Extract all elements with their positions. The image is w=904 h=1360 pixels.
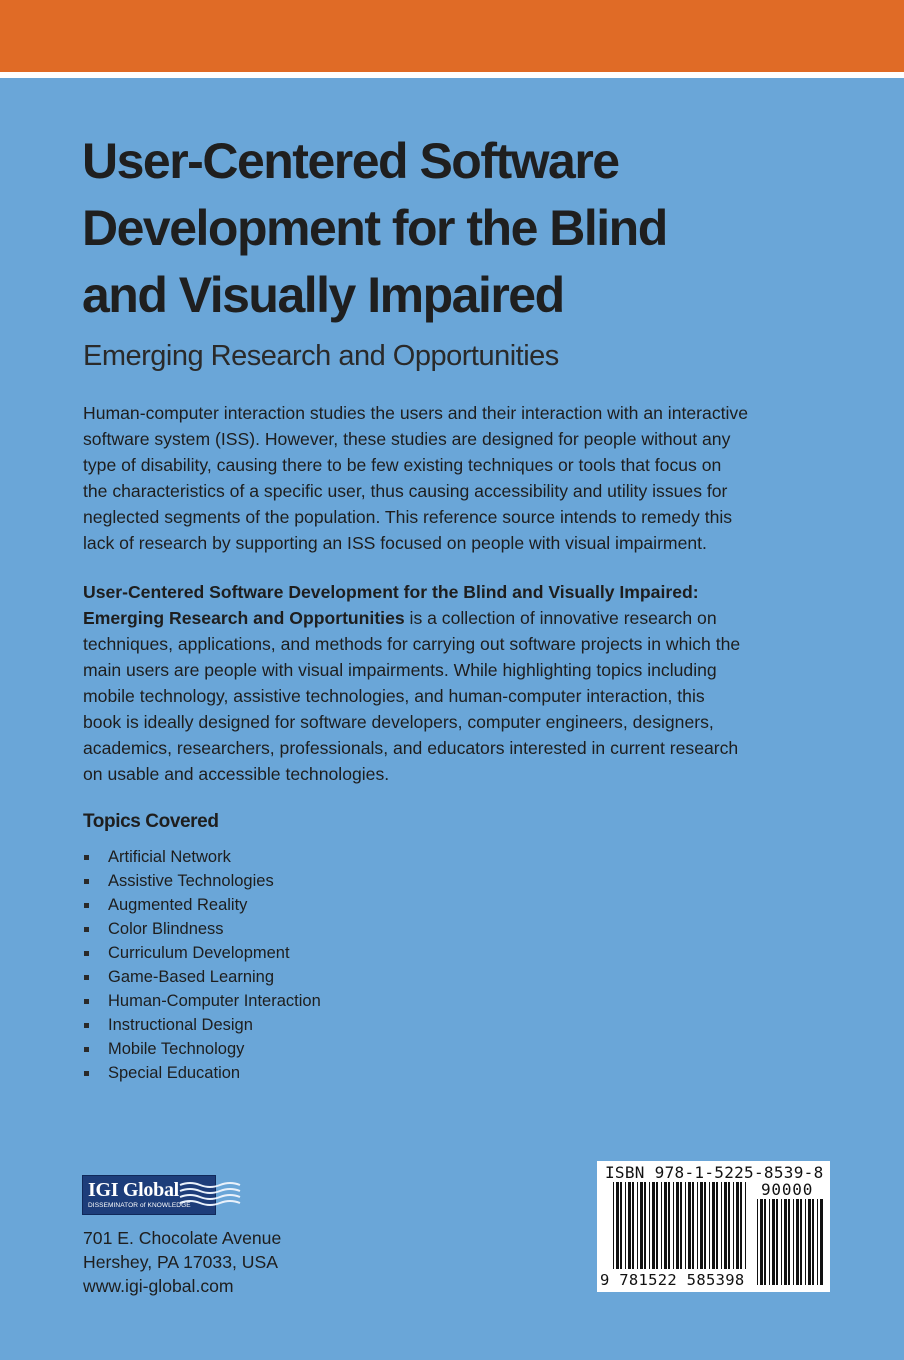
topic-label: Augmented Reality bbox=[108, 896, 248, 914]
paragraph-line: techniques, applications, and methods for carrying out software projects in which the bbox=[83, 634, 741, 654]
bullet-icon bbox=[84, 1023, 89, 1028]
barcode-bar bbox=[625, 1182, 626, 1269]
barcode-bar bbox=[733, 1182, 734, 1269]
barcode-bar bbox=[776, 1199, 778, 1285]
barcode-bar bbox=[712, 1182, 715, 1269]
paragraph-line: academics, researchers, professionals, and educators interested in current research bbox=[83, 738, 739, 758]
topic-label: Human-Computer Interaction bbox=[108, 992, 321, 1010]
paragraph-line: software system (ISS). However, these studies are designed for people without any bbox=[83, 429, 731, 449]
paragraph-line bbox=[83, 605, 803, 631]
topic-item bbox=[83, 1037, 321, 1061]
barcode-bar bbox=[613, 1182, 614, 1269]
bullet-icon bbox=[84, 1047, 89, 1052]
barcode-bar bbox=[728, 1182, 730, 1269]
barcode-bar bbox=[676, 1182, 679, 1269]
barcode-bar bbox=[800, 1199, 802, 1285]
barcode-bar bbox=[632, 1182, 634, 1269]
topic-label: Color Blindness bbox=[108, 920, 224, 938]
barcode-bar bbox=[716, 1182, 718, 1269]
barcode-bar bbox=[668, 1182, 670, 1269]
paragraph-line: Human-computer interaction studies the users and their interaction with an interactive bbox=[83, 403, 748, 423]
title-line: User-Centered Software bbox=[82, 133, 619, 189]
logo-tagline: DISSEMINATOR of KNOWLEDGE bbox=[88, 1202, 191, 1209]
topic-item bbox=[83, 965, 321, 989]
barcode-bar bbox=[620, 1182, 622, 1269]
publisher-address bbox=[83, 1226, 281, 1298]
paragraph-line: on usable and accessible technologies. bbox=[83, 764, 390, 784]
barcode-bar bbox=[628, 1182, 631, 1269]
paragraph-line: book is ideally designed for software developers, computer engineers, designers, bbox=[83, 712, 714, 732]
price-addon-label: 90000 bbox=[761, 1180, 814, 1199]
barcode-bar bbox=[820, 1199, 823, 1285]
address-city: Hershey, PA 17033, USA bbox=[83, 1252, 278, 1272]
bullet-icon bbox=[84, 903, 89, 908]
barcode-bar bbox=[757, 1199, 758, 1285]
barcode-bar bbox=[724, 1182, 727, 1269]
paragraph-line: neglected segments of the population. This reference source intends to remedy this bbox=[83, 507, 733, 527]
barcode-bar bbox=[808, 1199, 811, 1285]
bullet-icon bbox=[84, 927, 89, 932]
paragraph-line bbox=[83, 579, 803, 605]
title-line: and Visually Impaired bbox=[82, 267, 564, 323]
barcode-bar bbox=[697, 1182, 698, 1269]
barcode-bar bbox=[805, 1199, 806, 1285]
topic-item bbox=[83, 845, 321, 869]
topics-list bbox=[83, 845, 321, 1085]
address-street: 701 E. Chocolate Avenue bbox=[83, 1228, 282, 1248]
bullet-icon bbox=[84, 1071, 89, 1076]
topic-label: Curriculum Development bbox=[108, 944, 290, 962]
wave-lines-icon bbox=[178, 1181, 244, 1209]
bullet-icon bbox=[84, 855, 89, 860]
topic-item bbox=[83, 869, 321, 893]
isbn-barcode bbox=[597, 1161, 830, 1292]
barcode-bar bbox=[664, 1182, 667, 1269]
bullet-icon bbox=[84, 879, 89, 884]
topic-label: Artificial Network bbox=[108, 848, 231, 866]
paragraph-line: lack of research by supporting an ISS focused on people with visual impairment. bbox=[83, 533, 707, 553]
topic-item bbox=[83, 893, 321, 917]
barcode-bar bbox=[688, 1182, 691, 1269]
topic-item bbox=[83, 989, 321, 1013]
paragraph-line: type of disability, causing there to be few existing techniques or tools that focus on bbox=[83, 455, 722, 475]
topic-item bbox=[83, 917, 321, 941]
barcode-bar bbox=[680, 1182, 682, 1269]
barcode-bar bbox=[764, 1199, 766, 1285]
barcode-bar bbox=[692, 1182, 694, 1269]
bold-book-subtitle: Emerging Research and Opportunities bbox=[83, 608, 405, 628]
barcode-bar bbox=[736, 1182, 739, 1269]
barcode-bar bbox=[616, 1182, 619, 1269]
paragraph-line: mobile technology, assistive technologies, and human-computer interaction, this bbox=[83, 686, 705, 706]
book-subtitle: Emerging Research and Opportunities bbox=[83, 340, 559, 372]
topic-label: Instructional Design bbox=[108, 1016, 253, 1034]
title-line: Development for the Blind bbox=[82, 200, 667, 256]
barcode-bar bbox=[661, 1182, 662, 1269]
barcode-bar bbox=[788, 1199, 790, 1285]
ean-number: 9 781522 585398 bbox=[600, 1271, 745, 1289]
bullet-icon bbox=[84, 999, 89, 1004]
barcode-bar bbox=[793, 1199, 794, 1285]
barcode-bar bbox=[721, 1182, 722, 1269]
barcode-bar bbox=[760, 1199, 763, 1285]
paragraph-line: the characteristics of a specific user, thus causing accessibility and utility issues for bbox=[83, 481, 728, 501]
bullet-icon bbox=[84, 975, 89, 980]
barcode-bar bbox=[656, 1182, 658, 1269]
barcode-bar bbox=[652, 1182, 655, 1269]
logo-wordmark: IGI Global bbox=[88, 1179, 179, 1201]
barcode-bar bbox=[745, 1182, 746, 1269]
topic-item bbox=[83, 1061, 321, 1085]
paragraph-text: is a collection of innovative research on bbox=[404, 608, 717, 628]
topics-heading: Topics Covered bbox=[83, 811, 219, 832]
white-divider-rule bbox=[0, 72, 904, 78]
barcode-bar bbox=[700, 1182, 703, 1269]
barcode-bar bbox=[704, 1182, 706, 1269]
barcode-bar bbox=[740, 1182, 742, 1269]
barcode-bar bbox=[784, 1199, 787, 1285]
barcode-bar bbox=[644, 1182, 646, 1269]
barcode-bar bbox=[812, 1199, 814, 1285]
barcode-bar bbox=[772, 1199, 775, 1285]
barcode-bar bbox=[796, 1199, 799, 1285]
topic-label: Assistive Technologies bbox=[108, 872, 274, 890]
topic-item bbox=[83, 941, 321, 965]
barcode-bar bbox=[640, 1182, 643, 1269]
igi-global-logo bbox=[82, 1175, 244, 1215]
description-paragraph-2 bbox=[83, 579, 803, 787]
barcode-bar bbox=[817, 1199, 818, 1285]
barcode-bar bbox=[673, 1182, 674, 1269]
top-orange-band bbox=[0, 0, 904, 72]
barcode-bar bbox=[781, 1199, 782, 1285]
topic-item bbox=[83, 1013, 321, 1037]
topic-label: Game-Based Learning bbox=[108, 968, 275, 986]
barcode-bar bbox=[649, 1182, 650, 1269]
publisher-website: www.igi-global.com bbox=[83, 1276, 234, 1296]
barcode-bar bbox=[685, 1182, 686, 1269]
topic-label: Mobile Technology bbox=[108, 1040, 245, 1058]
bold-book-title: User-Centered Software Development for the Blind and Visually Impaired: bbox=[83, 582, 699, 602]
barcode-bar bbox=[769, 1199, 770, 1285]
paragraph-line: main users are people with visual impairments. While highlighting topics including bbox=[83, 660, 717, 680]
book-title bbox=[82, 128, 862, 329]
topic-label: Special Education bbox=[108, 1064, 241, 1082]
barcode-bar bbox=[709, 1182, 710, 1269]
barcode-bar bbox=[637, 1182, 638, 1269]
isbn-label: ISBN 978-1-5225-8539-8 bbox=[605, 1163, 824, 1182]
bullet-icon bbox=[84, 951, 89, 956]
description-paragraph-1 bbox=[83, 400, 803, 556]
